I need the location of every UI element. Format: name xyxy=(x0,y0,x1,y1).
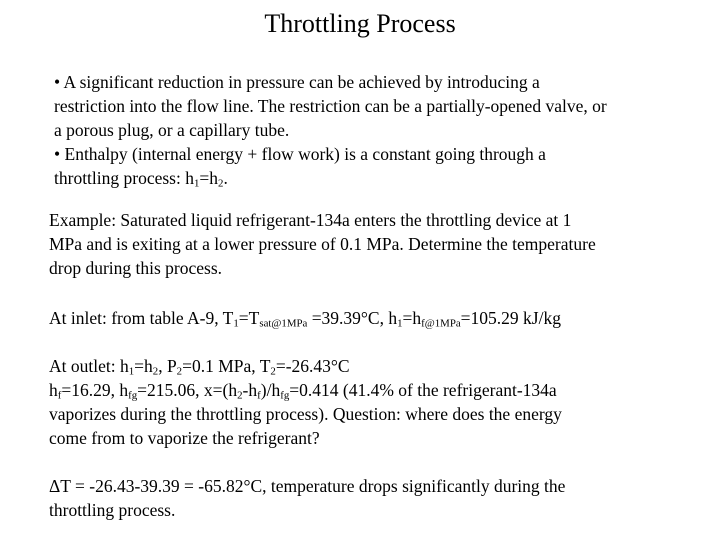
outlet-line-3: vaporizes during the throttling process). Question: where does the energy xyxy=(49,404,562,424)
example-line-1: Example: Saturated liquid refrigerant-134a enters the throttling device at 1 xyxy=(49,210,572,230)
outlet-line-1: At outlet: $h_1=h_2$, $P_2=0.1$ MPa, $T_2=-26.43^\circ C$ xyxy=(49,356,350,378)
inlet-line: At inlet: from table A-9, $T_1=T_{sat@1MPa} =39.39^\circ C$, $h_1=h_{f@1MPa}=105.29$ kJ/kg xyxy=(49,308,561,330)
bullet-1-line-1: • A significant reduction in pressure can be achieved by introducing a xyxy=(54,72,540,92)
delta-line-2: throttling process. xyxy=(49,500,176,520)
example-paragraph xyxy=(49,208,709,280)
inlet-paragraph xyxy=(49,306,709,330)
bullet-2-line-2: throttling process: $h_1=h_2$. xyxy=(54,168,228,190)
delta-paragraph xyxy=(49,474,709,522)
bullet-1-line-2: restriction into the flow line. The restriction can be a partially-opened valve, or xyxy=(54,96,607,116)
outlet-line-4: come from to vaporize the refrigerant? xyxy=(49,428,320,448)
bullet-2-line-1: • Enthalpy (internal energy + flow work) is a constant going through a xyxy=(54,144,546,164)
example-line-2: MPa and is exiting at a lower pressure of 0.1 MPa. Determine the temperature xyxy=(49,234,596,254)
delta-line-1: ΔT = -26.43-39.39 = -65.82°C, temperature drops significantly during the xyxy=(49,476,566,496)
bullet-list xyxy=(54,70,704,190)
outlet-paragraph xyxy=(49,354,709,450)
bullet-1-line-3: a porous plug, or a capillary tube. xyxy=(54,120,290,140)
slide-title: Throttling Process xyxy=(264,9,456,38)
outlet-line-2: $h_f=16.29$, $h_{fg}=215.06$, $x=(h_2-h_f)/h_{fg}=0.414$ (41.4% of the refrigerant-134a xyxy=(49,380,557,402)
example-line-3: drop during this process. xyxy=(49,258,223,278)
